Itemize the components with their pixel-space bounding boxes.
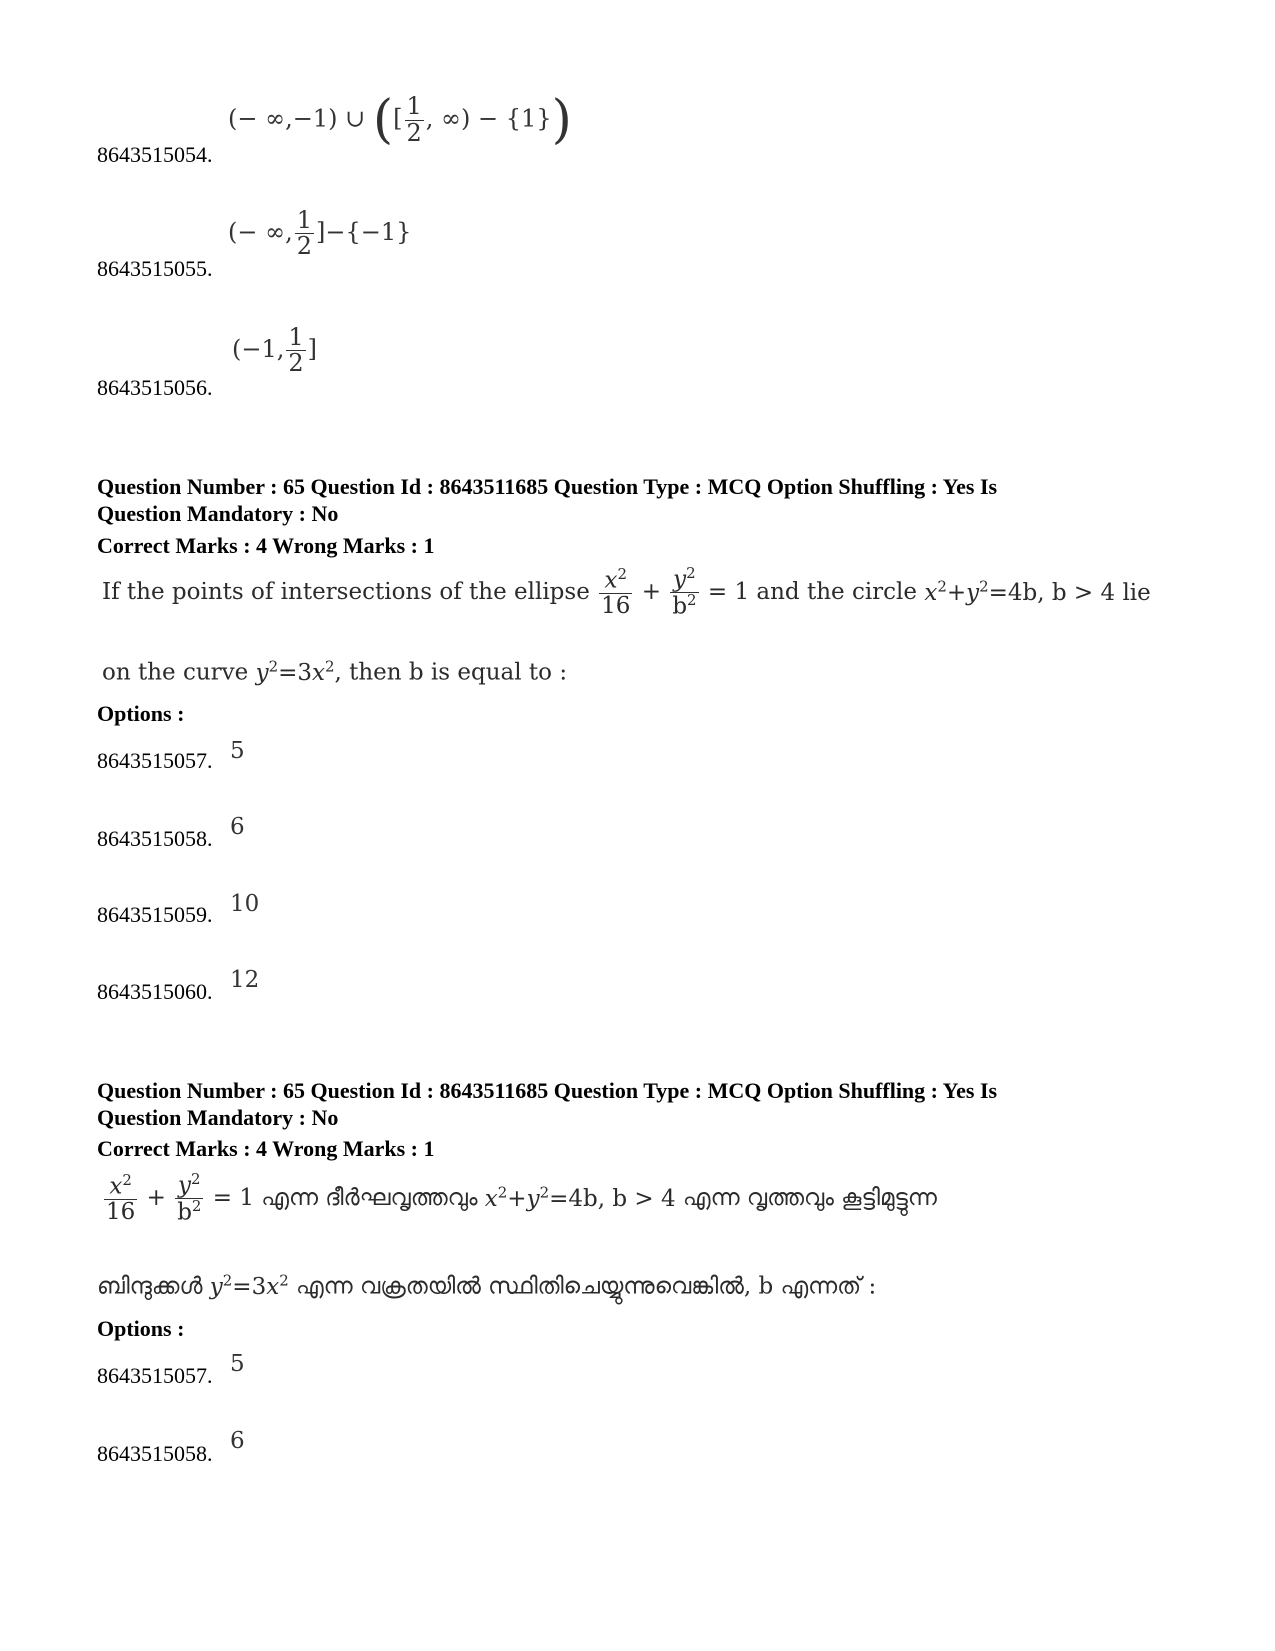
expr-part: (− ∞,−1) ∪ [228, 104, 366, 133]
var: b [672, 593, 688, 620]
var: x [109, 1173, 123, 1200]
expr-part: ]−{−1} [316, 218, 412, 247]
question-text: If the points of intersections of the ellipse [102, 578, 590, 605]
fraction-denominator: 16 [601, 592, 631, 619]
var: x [484, 1186, 498, 1213]
option-value: 6 [230, 814, 245, 840]
fraction [599, 564, 632, 619]
question-text-line-2 [102, 659, 567, 685]
equation-rhs: =4b, b > 4 lie [988, 580, 1151, 607]
question-text: and the circle [756, 578, 918, 605]
question-marks: Correct Marks : 4 Wrong Marks : 1 [97, 533, 435, 558]
question-meta: Question Number : 65 Question Id : 8643511685 Question Type : MCQ Option Shuffling : Yes Is [97, 1078, 998, 1103]
fraction-numerator: 1 [296, 206, 313, 234]
exponent: 2 [686, 564, 696, 582]
option-id: 8643515057. [97, 1363, 213, 1388]
question-meta: Question Number : 65 Question Id : 8643511685 Question Type : MCQ Option Shuffling : Yes Is [97, 474, 998, 499]
var: y [673, 566, 687, 593]
curve-equation [209, 1271, 289, 1300]
plus-sign: + [507, 1186, 527, 1213]
exponent: 2 [191, 1196, 202, 1215]
equation-rhs: =4b, b > 4 [549, 1186, 676, 1213]
expr-part: (−1, [232, 335, 285, 364]
circle-equation [484, 1183, 676, 1213]
fraction-denominator: 2 [288, 349, 304, 378]
question-text: on the curve [102, 659, 249, 686]
fraction-numerator: 1 [406, 92, 422, 121]
expr-part: , ∞) − {1} [425, 104, 552, 133]
exponent: 2 [539, 1183, 550, 1202]
question-text-line-1 [102, 1172, 937, 1225]
plus-sign: + [146, 1184, 166, 1211]
exponent: 2 [279, 1271, 289, 1289]
question-text-line-1 [102, 566, 1151, 619]
fraction [295, 208, 314, 259]
fraction [175, 1172, 203, 1225]
question-text-line-2 [97, 1273, 876, 1299]
var: y [526, 1186, 540, 1213]
exponent: 2 [324, 657, 335, 675]
option-id: 8643515056. [97, 375, 213, 400]
option-value: 10 [230, 891, 260, 917]
option-id: 8643515058. [97, 826, 213, 851]
option-expression [228, 90, 572, 150]
expr-part: [ [393, 104, 403, 133]
plus-sign: + [946, 580, 967, 607]
options-label: Options : [97, 701, 185, 726]
plus-sign: + [641, 578, 661, 605]
fraction [286, 325, 305, 376]
circle-equation [924, 577, 1151, 607]
exponent: 2 [687, 590, 697, 609]
equation-part: =3 [232, 1273, 267, 1300]
exponent: 2 [617, 564, 628, 583]
option-id: 8643515059. [97, 902, 213, 927]
option-value: 5 [230, 1351, 245, 1377]
option-id: 8643515060. [97, 979, 213, 1004]
fraction [405, 94, 424, 145]
question-header [97, 473, 1217, 527]
question-text: ബിന്ദുക്കൾ [97, 1273, 203, 1300]
option-id: 8643515054. [97, 142, 213, 167]
option-expression [228, 208, 411, 259]
question-text: , then b is equal to : [334, 659, 568, 686]
var: y [209, 1273, 223, 1300]
fraction-denominator: 2 [296, 232, 313, 261]
exponent: 2 [268, 657, 279, 675]
option-id: 8643515055. [97, 256, 213, 281]
fraction-denominator: 16 [106, 1198, 136, 1225]
option-value: 12 [230, 967, 260, 993]
question-header [97, 1077, 1217, 1131]
var: x [311, 659, 325, 686]
var: x [924, 580, 938, 607]
option-value: 6 [230, 1428, 245, 1454]
var: y [178, 1172, 192, 1199]
option-expression [232, 325, 317, 376]
var: x [266, 1273, 280, 1300]
exponent: 2 [979, 577, 989, 596]
option-id: 8643515057. [97, 748, 213, 773]
equals-one: = 1 [212, 1184, 254, 1211]
exponent: 2 [497, 1183, 508, 1202]
equals-one: = 1 [707, 578, 750, 605]
exponent: 2 [222, 1271, 233, 1289]
options-label: Options : [97, 1316, 185, 1341]
expr-part: (− ∞, [228, 218, 293, 247]
fraction-numerator: 1 [288, 323, 304, 351]
exponent: 2 [937, 577, 947, 596]
exponent: 2 [122, 1170, 132, 1189]
fraction [104, 1170, 137, 1225]
var: b [177, 1199, 192, 1226]
expr-paren: ( [372, 90, 394, 150]
fraction [670, 566, 698, 619]
option-id: 8643515058. [97, 1441, 213, 1466]
var: y [966, 580, 980, 607]
question-text: എന്ന വക്രതയിൽ സ്ഥിതിചെയ്യുന്നുവെങ്കിൽ, b എന്നത് : [296, 1273, 877, 1300]
question-mandatory: Question Mandatory : No [97, 1105, 339, 1130]
option-value: 5 [230, 738, 245, 764]
var: y [255, 659, 269, 686]
expr-part: ] [307, 335, 318, 364]
var: x [604, 567, 618, 594]
question-text: എന്ന ദീർഘവൃത്തവും [261, 1184, 478, 1211]
question-marks: Correct Marks : 4 Wrong Marks : 1 [97, 1136, 435, 1161]
question-mandatory: Question Mandatory : No [97, 501, 339, 526]
equation-part: =3 [278, 659, 312, 686]
fraction-denominator: 2 [406, 118, 422, 147]
expr-paren: ) [551, 90, 572, 150]
curve-equation [255, 657, 335, 686]
exponent: 2 [191, 1170, 201, 1188]
question-text: എന്ന വൃത്തവും കൂട്ടിമുട്ടുന്ന [682, 1184, 937, 1211]
